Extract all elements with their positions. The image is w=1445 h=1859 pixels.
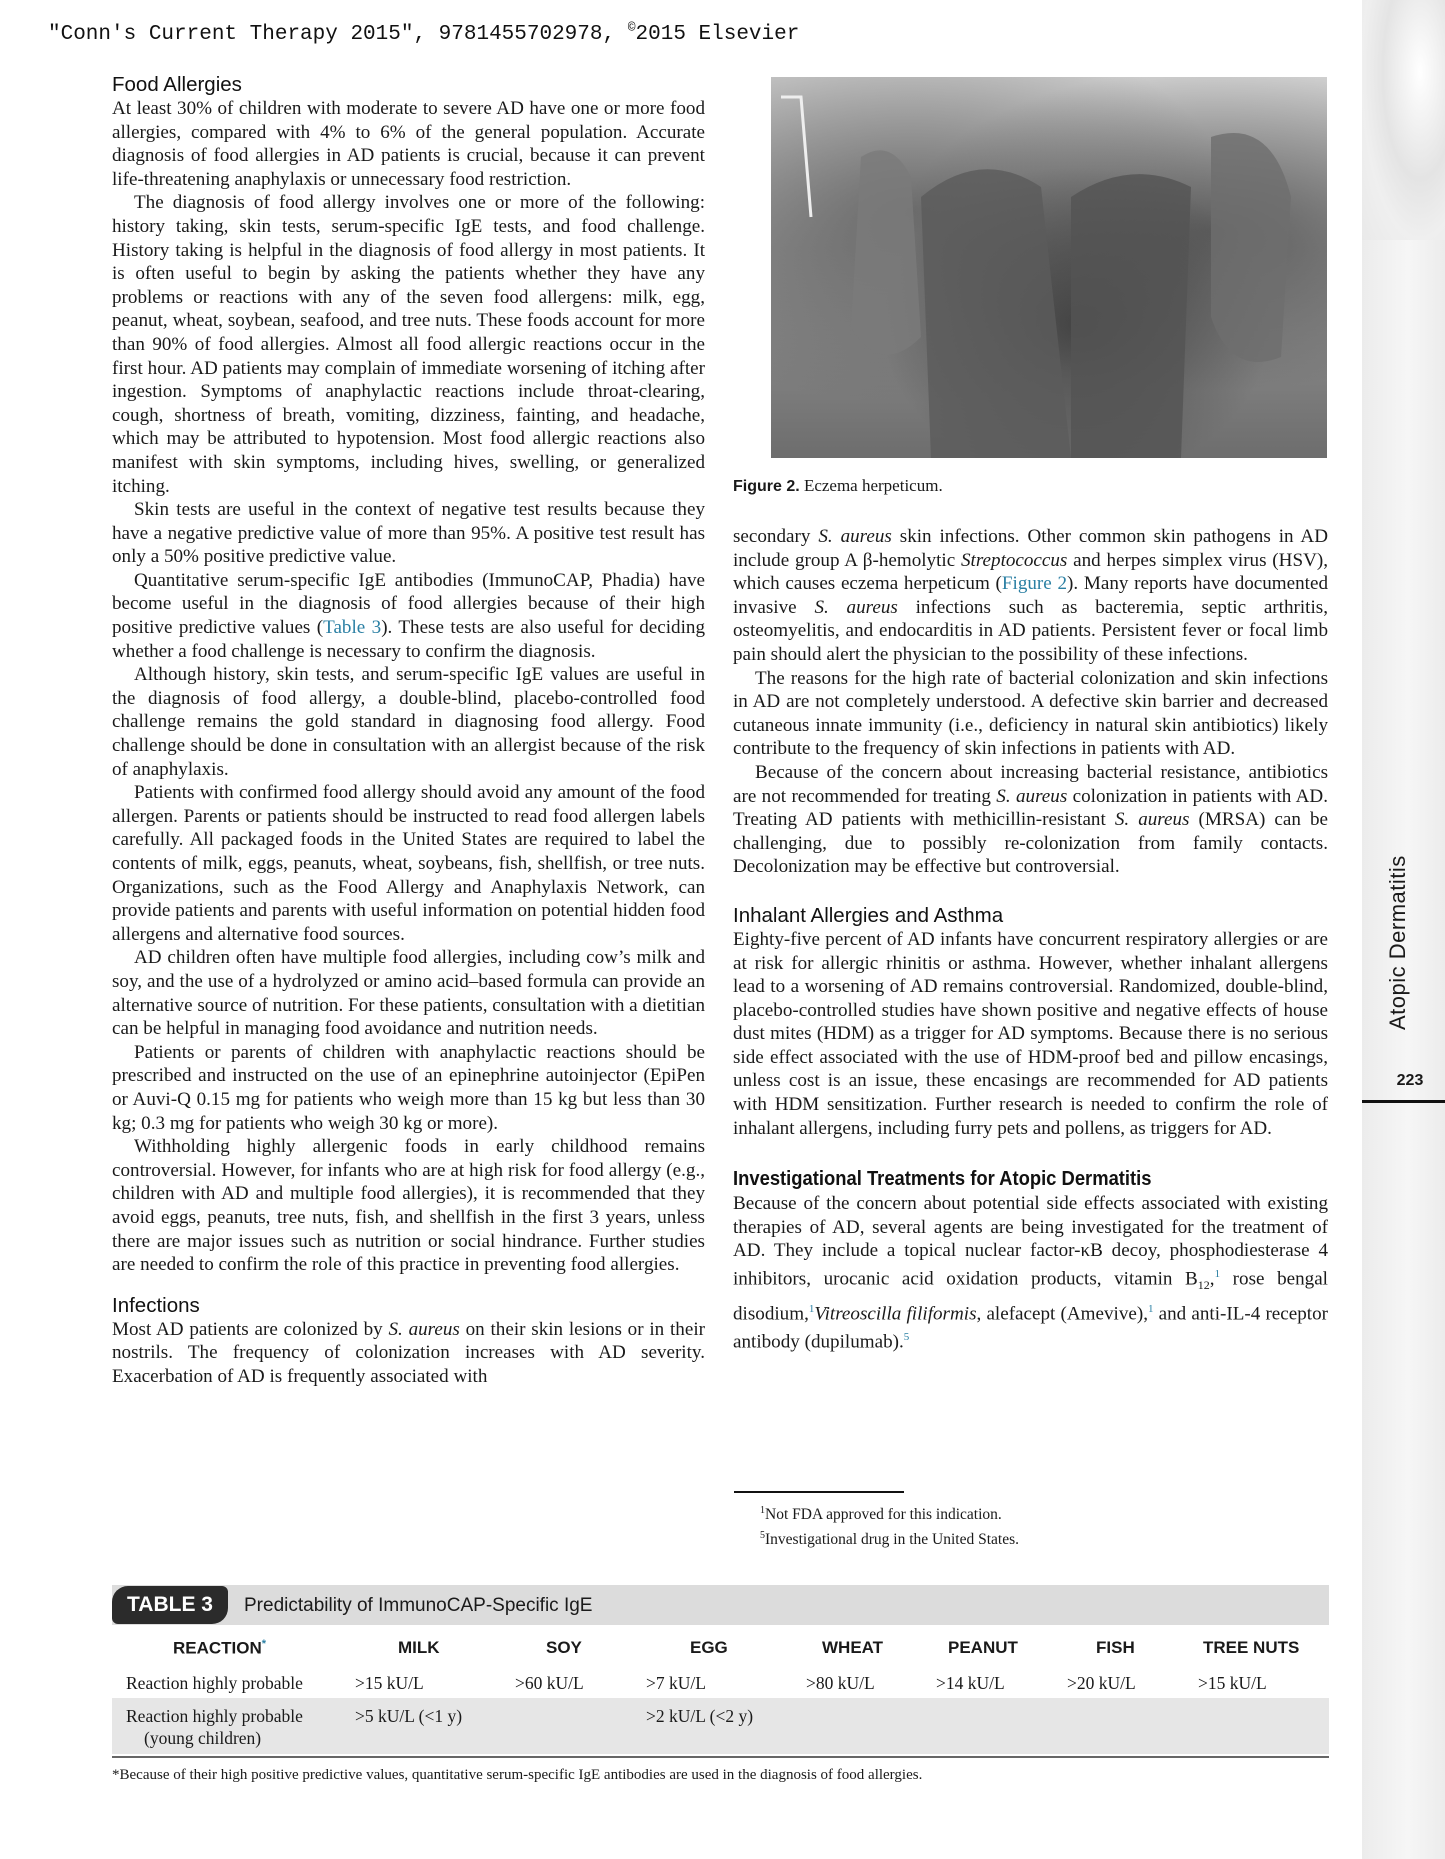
paragraph: Although history, skin tests, and serum-specific IgE values are useful in the diagnosis of food allergy, a double-blind, placebo-controlled food challenge remains the gold standard in diagnosing food allergy. Food challenge should be done in consultation with an allergist because of the risk of anaphylaxis. — [112, 664, 705, 780]
side-decoration — [1362, 0, 1445, 240]
footnote-ref[interactable]: 5 — [903, 1330, 910, 1343]
photo-illustration — [771, 77, 1327, 458]
paragraph: Skin tests are useful in the context of negative test results because they have a negative predictive value of more than 95%. A positive test result has only a 50% positive predictive value. — [112, 499, 705, 568]
text-span: on their skin lesions or in their nostrils. The frequency of colonization increases with AD severity. Exacerbation of AD is frequently associated with — [112, 1318, 705, 1387]
footnote-5 — [760, 1525, 1019, 1550]
column-header-tree-nuts: TREE NUTS — [1203, 1638, 1300, 1657]
infections-heading: Infections — [112, 1293, 200, 1317]
text-span: secondary — [733, 526, 819, 547]
text-span: colonization in patients with AD. Treating AD patients with methicillin-resistant — [733, 785, 1328, 831]
paragraph — [733, 761, 1328, 879]
organism-name: Vitreoscilla filiformis — [814, 1303, 977, 1325]
row-label-sub: (young children) — [144, 1728, 262, 1748]
organism-name: S. aureus — [818, 526, 892, 547]
row-label: Reaction highly probable — [126, 1706, 303, 1726]
footnote-text: Not FDA approved for this indication. — [765, 1506, 1002, 1524]
organism-name: Streptococcus — [960, 549, 1068, 571]
text-span: Because of the concern about potential side effects associated with existing therapies of AD, several agents are being investigated for the treatment of AD. They include a topical nuclear factor-κB decoy, phosphodiesterase 4 inhibitors, urocanic acid oxidation products, vitamin B — [733, 1193, 1328, 1290]
paragraph: The diagnosis of food allergy involves one or more of the following: history taking, skin tests, serum-specific IgE tests, and food challenge. History taking is helpful in the diagnosis of food allergy in most patients. It is often useful to begin by asking the patients whether they have any problems or reactions with any of the seven food allergens: milk, egg, peanut, wheat, soybean, seafood, and tree nuts. These foods account for more than 90% of food allergies. Almost all food allergic reactions occur in the first hour. AD patients may complain of immediate worsening of itching after ingestion. Symptoms of anaphylactic reactions include throat-clearing, cough, shortness of breath, vomiting, dizziness, fainting, and headache, which may be attributed to hypotension. Most food allergic reactions also manifest with skin symptoms, including hives, swelling, or generalized itching. — [112, 192, 705, 497]
paragraph — [733, 525, 1328, 667]
table-note-mark: * — [261, 1638, 267, 1650]
paragraph — [112, 569, 705, 663]
source-watermark — [48, 20, 799, 46]
column-header-milk: MILK — [398, 1638, 440, 1657]
subscript: 12 — [1197, 1278, 1210, 1293]
text-span: infections such as bacteremia, septic arthritis, osteomyelitis, and endocarditis in AD patients. Persistent fever or focal limb pain should alert the physician to the possibility of these infections. — [733, 596, 1328, 665]
column-header-text: REACTION — [173, 1638, 262, 1658]
column-header-soy: SOY — [546, 1638, 582, 1657]
paragraph: Patients with confirmed food allergy should avoid any amount of the food allergen. Parents or patients should be instructed to read food allergen labels carefully. All packaged foods in the United States are required to label the contents of milk, eggs, peanuts, wheat, soybeans, fish, shellfish, or tree nuts. Organizations, such as the Food Allergy and Anaphylaxis Network, can provide patients and parents with useful information on potential hidden food allergens and alternative food sources. — [112, 782, 705, 945]
text-span: (MRSA) can be challenging, due to possibly re-colonization from family contacts. Decolonization may be effective but controversial. — [733, 809, 1328, 878]
text-span: rose bengal disodium, — [733, 1268, 1328, 1325]
column-header-reaction — [173, 1638, 266, 1659]
figure-2-link[interactable]: Figure 2 — [1001, 573, 1068, 595]
table-badge: TABLE 3 — [112, 1586, 228, 1624]
chapter-label: Atopic Dermatitis — [1385, 855, 1410, 1030]
figure-label: Figure 2. — [733, 478, 800, 495]
paragraph — [112, 1318, 705, 1389]
table-note: *Because of their high positive predictive values, quantitative serum-specific IgE antibodies are used in the diagnosis of food allergies. — [112, 1767, 923, 1783]
paragraph: Patients or parents of children with anaphylactic reactions should be prescribed and instructed on the use of an epinephrine autoinjector (EpiPen or Auvi-Q 0.15 mg for patients who weigh more than 15 kg but less than 30 kg; 0.3 mg for patients who weigh 30 kg or more). — [112, 1041, 705, 1134]
paragraph: Withholding highly allergenic foods in early childhood remains controversial. However, for infants who are at high risk for food allergy (e.g., children with AD and multiple food allergies), it is recommended that they avoid eggs, peanuts, tree nuts, fish, and shellfish in the first 3 years, unless there are major issues such as nutrition or social hindrance. Further studies are needed to confirm the role of this practice in preventing food allergies. — [112, 1136, 705, 1276]
table-cell: >7 kU/L — [646, 1673, 706, 1693]
text-span: ). These tests are also useful for deciding whether a food challenge is necessary to confirm the diagnosis. — [112, 617, 705, 662]
inhalant-allergies-heading: Inhalant Allergies and Asthma — [733, 903, 1004, 927]
figure-caption — [733, 476, 943, 496]
copyright-symbol: © — [627, 20, 636, 35]
paragraph: At least 30% of children with moderate to severe AD have one or more food allergies, compared with 4% to 6% of the general population. Accurate diagnosis of food allergies in AD patients is crucial, because it can prevent life-threatening anaphylaxis or unnecessary food restriction. — [112, 98, 705, 190]
column-header-wheat: WHEAT — [822, 1638, 884, 1657]
footnote-rule — [734, 1491, 904, 1493]
row-label: Reaction highly probable — [126, 1673, 303, 1693]
watermark-text-before: "Conn's Current Therapy 2015", 9781455702978, — [48, 23, 628, 46]
organism-name: S. aureus — [1114, 809, 1190, 831]
table-bottom-rule — [112, 1756, 1329, 1758]
column-header-fish: FISH — [1096, 1638, 1135, 1657]
text-span: skin infections. Other common skin pathogens in AD include group A β-hemolytic — [733, 526, 1328, 571]
table-cell: >15 kU/L — [355, 1673, 424, 1693]
text-span: Most AD patients are colonized by — [112, 1318, 389, 1340]
footnote-ref[interactable]: 1 — [808, 1302, 815, 1315]
footnote-1 — [760, 1500, 1019, 1525]
table-title: Predictability of ImmunoCAP-Specific IgE — [244, 1595, 593, 1616]
text-span: and anti-IL-4 receptor antibody (dupilumab). — [733, 1303, 1328, 1353]
watermark-text-after: 2015 Elsevier — [635, 23, 800, 46]
text-span: Because of the concern about increasing bacterial resistance, antibiotics are not recommended for treating — [733, 761, 1328, 807]
table-cell: >2 kU/L (<2 y) — [646, 1706, 754, 1726]
paragraph: Because of the concern about potential side effects associated with existing therapies of AD, several agents are being investigated for the treatment of AD. They include a topical nuclear factor-κB decoy, phosphodiesterase 4 inhibitors, urocanic acid oxidation products, vitamin $B_{12},^1$ rose bengal disodium,$^1$Vitreoscilla filiformis, alefacept (Amevive),$^1$ and anti-IL-4 receptor antibody (dupilumab).$^5$ — [733, 1193, 1328, 1353]
left-column — [112, 72, 705, 1388]
organism-name: S. aureus — [814, 596, 898, 618]
right-column — [733, 525, 1328, 1354]
table-cell: >15 kU/L — [1198, 1673, 1267, 1693]
figure-caption-text: Eczema herpeticum. — [803, 476, 943, 495]
footnotes — [760, 1500, 1019, 1550]
figure-2-photo — [771, 77, 1327, 458]
table-cell: >80 kU/L — [806, 1673, 875, 1693]
table-cell: >5 kU/L (<1 y) — [355, 1706, 463, 1726]
page-number: 223 — [1396, 1072, 1424, 1089]
organism-name: S. aureus — [388, 1318, 460, 1340]
paragraph: The reasons for the high rate of bacterial colonization and skin infections in AD are not completely understood. A defective skin barrier and decreased cutaneous innate immunity (i.e., deficiency in natural skin antibiotics) likely contribute to the frequency of skin infections in patients with AD. — [733, 667, 1328, 760]
text-span: and herpes simplex virus (HSV), which causes eczema herpeticum ( — [733, 549, 1328, 595]
footnote-mark: 5 — [760, 1530, 765, 1542]
text-span: Quantitative serum-specific IgE antibodies (ImmunoCAP, Phadia) have become useful in the diagnosis of food allergies because of their high positive predictive values ( — [112, 569, 705, 639]
footnote-ref[interactable]: 1 — [1147, 1302, 1154, 1315]
table-cell: >14 kU/L — [936, 1673, 1005, 1693]
food-allergies-heading: Food Allergies — [112, 73, 242, 96]
column-header-egg: EGG — [690, 1638, 728, 1657]
page-number-rule — [1362, 1100, 1445, 1103]
paragraph: Eighty-five percent of AD infants have concurrent respiratory allergies or are at risk for allergic rhinitis or asthma. However, whether inhalant allergens lead to a worsening of AD remains controversial. Randomized, double-blind, placebo-controlled studies have shown positive and negative effects of house dust mites (HDM) as a trigger for AD symptoms. Because there is no serious side effect associated with the use of HDM-proof bed and pillow encasings, unless cost is an issue, these encasings are recommended for AD patients with HDM sensitization. Further research is needed to confirm the role of inhalant allergens, including furry pets and pollens, as triggers for AD. — [733, 928, 1328, 1139]
column-header-peanut: PEANUT — [948, 1638, 1018, 1657]
table-cell: >20 kU/L — [1067, 1673, 1136, 1693]
footnote-mark: 1 — [760, 1505, 765, 1516]
text-span: ). Many reports have documented invasive — [733, 573, 1329, 618]
footnote-text: Investigational drug in the United States. — [765, 1531, 1019, 1549]
footnote-ref[interactable]: 1 — [1214, 1268, 1221, 1281]
organism-name: S. aureus — [996, 785, 1068, 807]
investigational-treatments-heading: Investigational Treatments for Atopic Dermatitis — [733, 1168, 1152, 1191]
text-span: , alefacept (Amevive), — [976, 1303, 1148, 1325]
table-cell: >60 kU/L — [515, 1673, 584, 1693]
table-3-link[interactable]: Table 3 — [323, 617, 382, 639]
paragraph: AD children often have multiple food allergies, including cow’s milk and soy, and the use of a hydrolyzed or amino acid–based formula can provide an alternative source of nutrition. For these patients, consultation with a dietitian can be helpful in managing food avoidance and nutrition needs. — [112, 947, 705, 1040]
